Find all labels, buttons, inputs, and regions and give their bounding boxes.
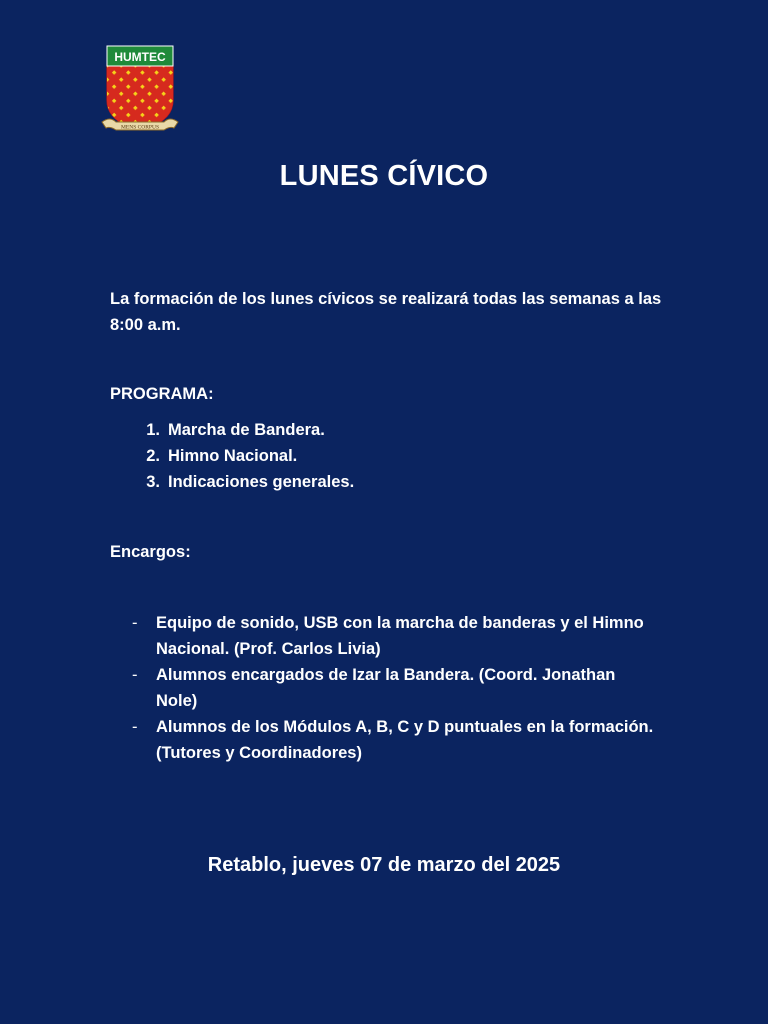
encargo-text: Alumnos encargados de Izar la Bandera. (Coord. Jonathan Nole) [156, 666, 616, 710]
encargos-heading: Encargos: [110, 543, 191, 561]
program-heading: PROGRAMA: [110, 385, 214, 403]
program-item [110, 469, 670, 495]
encargo-item [110, 714, 670, 766]
intro-paragraph: La formación de los lunes cívicos se realizará todas las semanas a las 8:00 a.m. [110, 290, 662, 334]
encargos-list [110, 610, 670, 766]
crest-banner-text: HUMTEC [114, 50, 166, 64]
encargo-text: Alumnos de los Módulos A, B, C y D puntuales en la formación. (Tutores y Coordinadores) [156, 718, 654, 762]
encargo-bullet: - [132, 718, 138, 736]
encargo-item [110, 662, 670, 714]
school-crest-logo [100, 42, 180, 138]
program-item-text: Marcha de Bandera. [168, 421, 325, 439]
program-item [110, 443, 670, 469]
program-item-number: 1. [146, 421, 160, 439]
program-item-number: 2. [146, 447, 160, 465]
program-item-text: Himno Nacional. [168, 447, 298, 465]
program-item-text: Indicaciones generales. [168, 473, 355, 491]
encargo-bullet: - [132, 614, 138, 632]
encargo-text: Equipo de sonido, USB con la marcha de banderas y el Himno Nacional. (Prof. Carlos Livia) [156, 614, 644, 658]
page-title: LUNES CÍVICO [279, 160, 489, 192]
program-item [110, 417, 670, 443]
school-crest-icon [100, 42, 180, 138]
encargo-bullet: - [132, 666, 138, 684]
program-item-number: 3. [146, 473, 160, 491]
date-footer: Retablo, jueves 07 de marzo del 2025 [207, 854, 561, 876]
program-list [110, 417, 670, 495]
encargo-item [110, 610, 670, 662]
crest-ribbon-text: MENS CORPUS [120, 124, 160, 131]
